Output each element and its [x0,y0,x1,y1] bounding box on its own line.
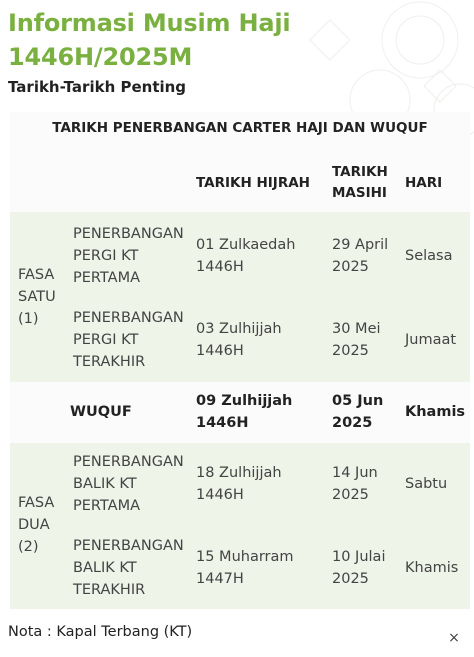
wuquf-event: WUQUF [70,404,132,420]
wuquf-hijrah: 09 Zulhijjah 1446H [196,393,293,431]
fasa-dua-row1-masihi: 14 Jun 2025 [332,465,378,503]
fasa-satu-row2-event: PENERBANGAN PERGI KT TERAKHIR [73,310,184,370]
fasa-dua-row2-masihi: 10 Julai 2025 [332,549,386,587]
footnote: Nota : Kapal Terbang (KT) [8,624,193,640]
header-hari: HARI [405,175,443,191]
fasa-satu-row1-hari: Selasa [405,248,453,264]
fasa-dua-row1-hari: Sabtu [405,476,448,492]
wuquf-hari: Khamis [405,404,466,420]
page-title: Informasi Musim Haji 1446H/2025M [8,9,291,71]
table-caption: TARIKH PENERBANGAN CARTER HAJI DAN WUQUF [52,120,428,136]
fasa-satu-group [10,212,470,382]
fasa-satu-row2-hari: Jumaat [405,332,457,348]
fasa-satu-row2-masihi: 30 Mei 2025 [332,321,381,359]
fasa-dua-row2-hari: Khamis [405,560,459,576]
haji-dates-table [10,112,470,609]
section-subtitle: Tarikh-Tarikh Penting [8,78,187,96]
fasa-dua-group [10,443,470,609]
fasa-dua-row1-event: PENERBANGAN BALIK KT PERTAMA [73,454,184,514]
header-masihi: TARIKH MASIHI [332,164,388,201]
fasa-satu-row1-masihi: 29 April 2025 [332,237,389,275]
fasa-satu-label: FASA SATU (1) [18,267,56,327]
close-button[interactable]: × [448,630,460,646]
fasa-dua-row2-event: PENERBANGAN BALIK KT TERAKHIR [73,538,184,598]
fasa-satu-row1-hijrah: 01 Zulkaedah 1446H [196,237,296,275]
header-hijrah: TARIKH HIJRAH [196,175,310,191]
fasa-dua-row2-hijrah: 15 Muharram 1447H [196,549,294,587]
fasa-dua-label: FASA DUA (2) [18,495,55,555]
wuquf-row [10,382,470,443]
table-header [10,112,470,212]
fasa-dua-row1-hijrah: 18 Zulhijjah 1446H [196,465,282,503]
fasa-satu-row1-event: PENERBANGAN PERGI KT PERTAMA [73,226,184,286]
fasa-satu-row2-hijrah: 03 Zulhijjah 1446H [196,321,282,359]
wuquf-masihi: 05 Jun 2025 [332,393,384,431]
